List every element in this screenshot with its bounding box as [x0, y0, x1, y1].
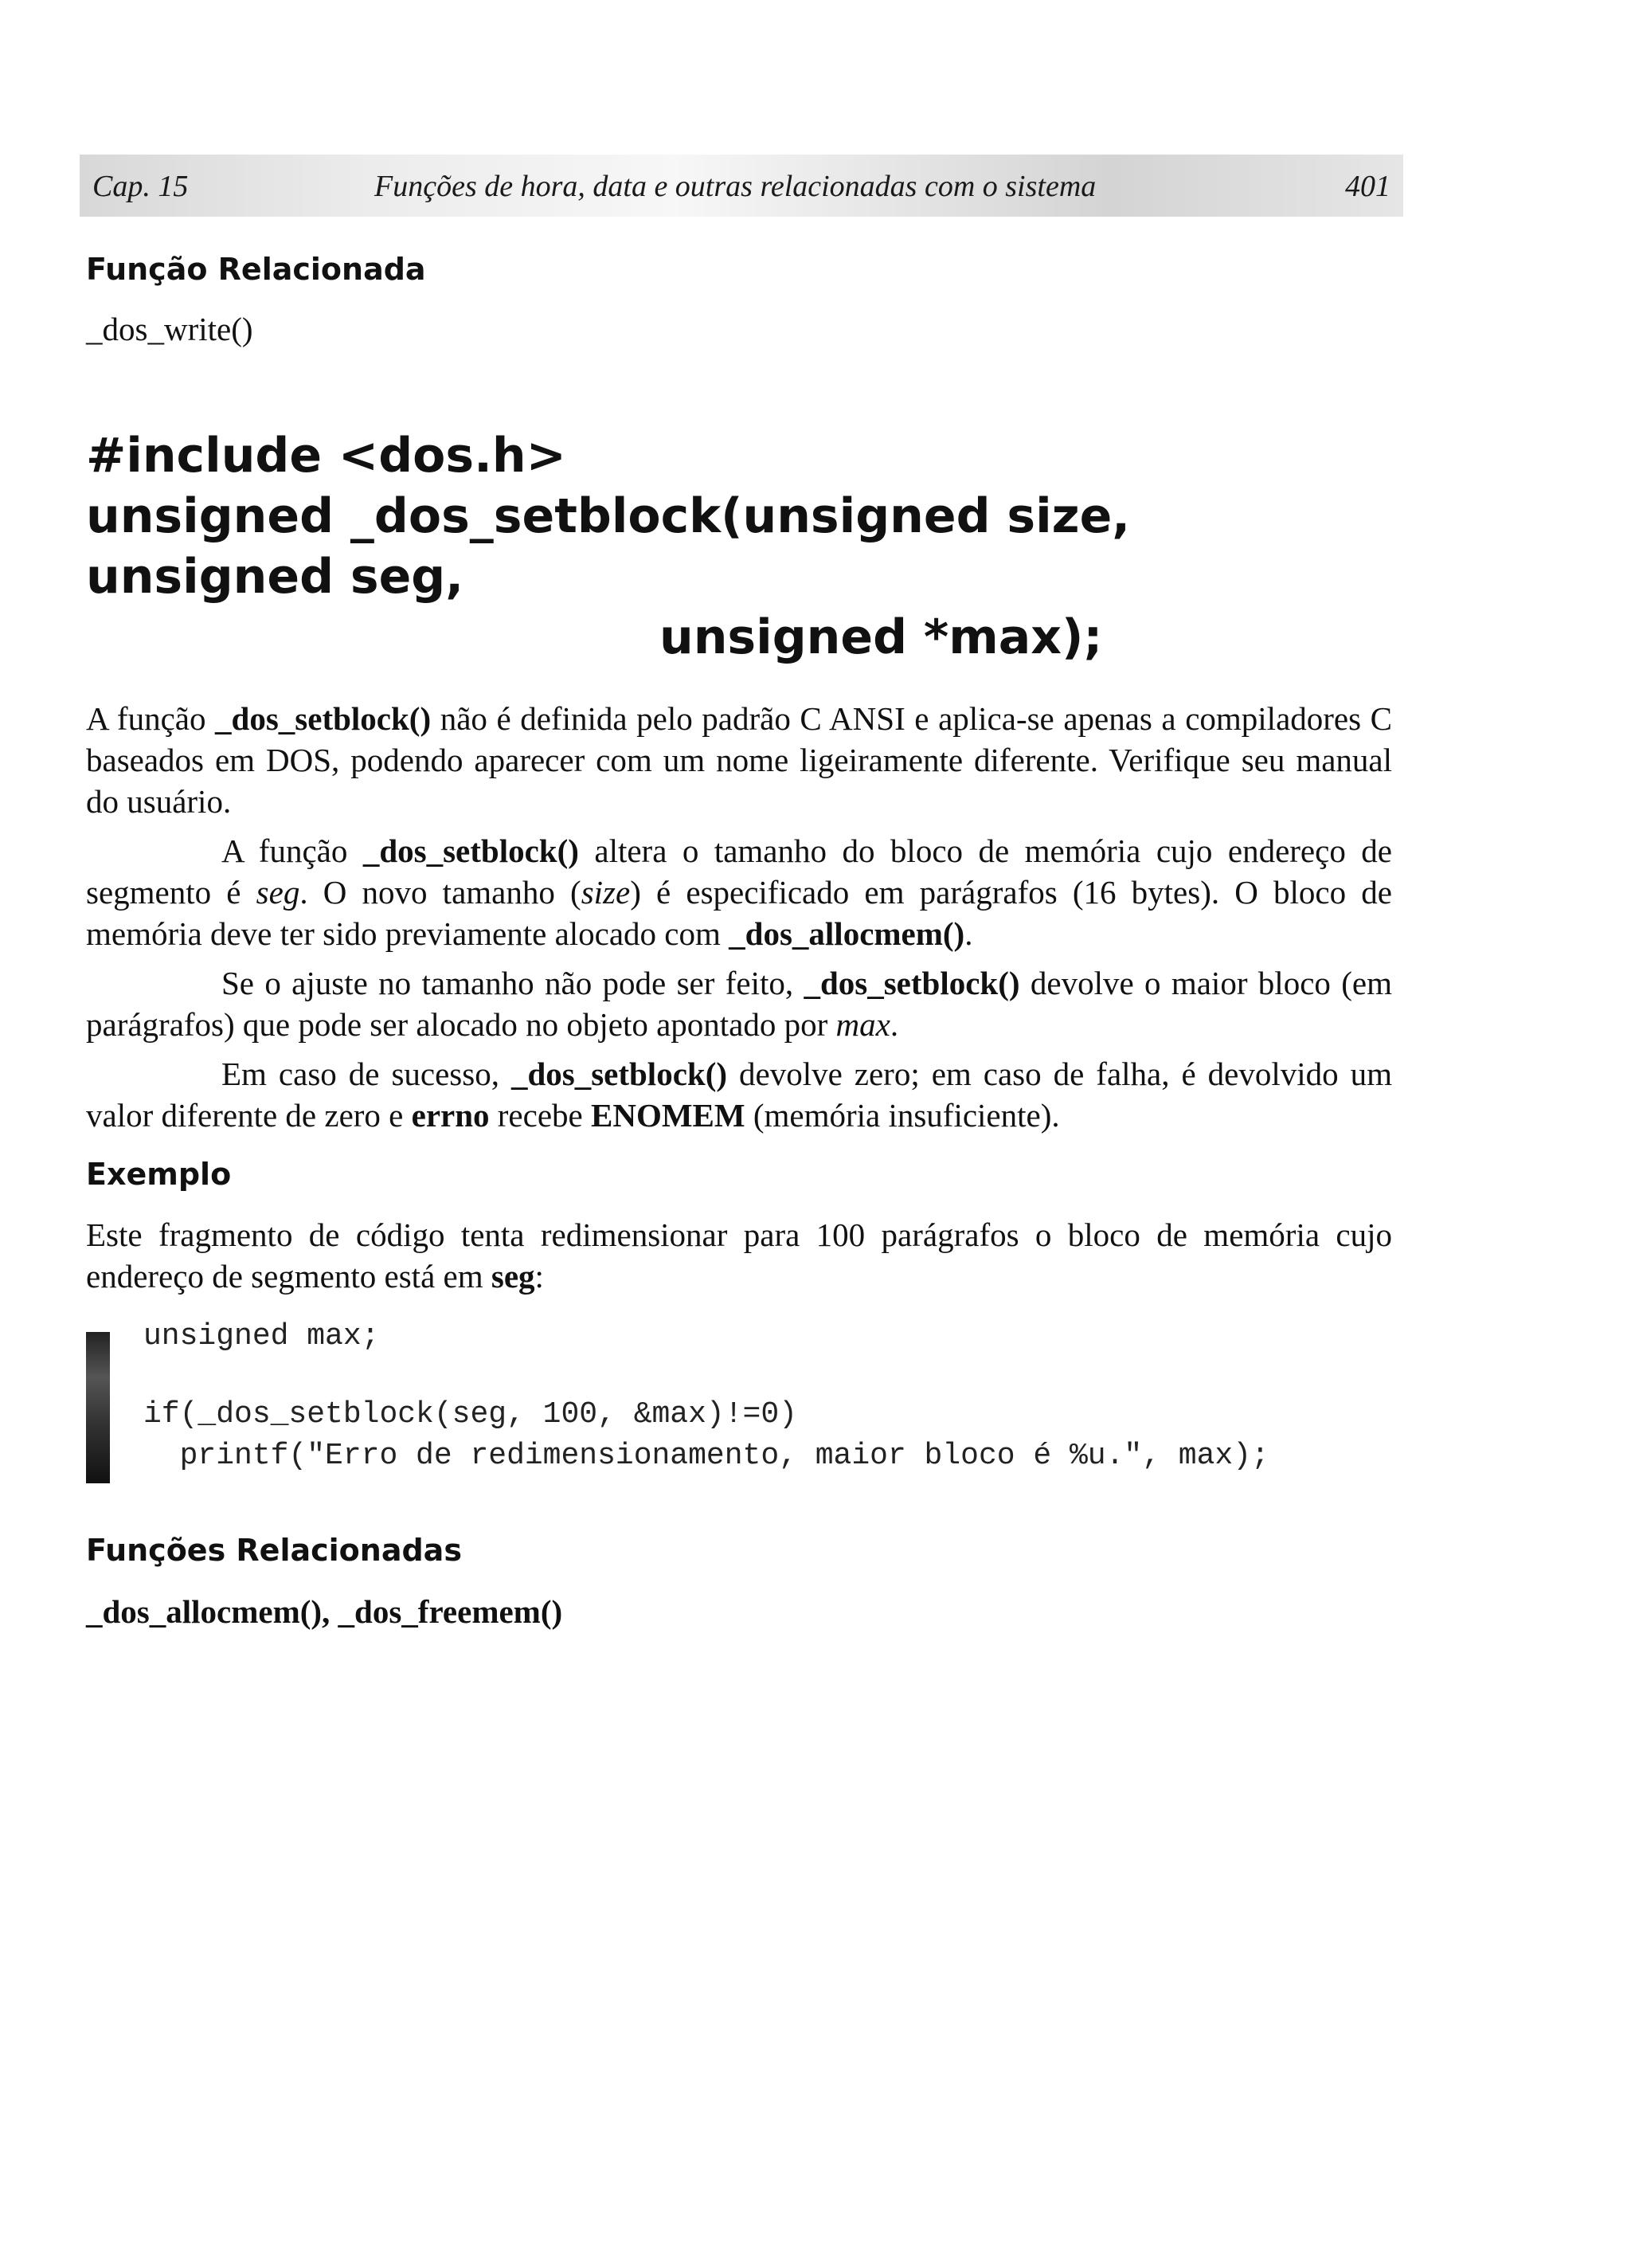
function-prototype	[86, 425, 1392, 668]
paragraph-3: Se o ajuste no tamanho não pode ser feito, _dos_setblock() devolve o maior bloco (em parágrafos) que pode ser alocado no objeto apontado por max.	[86, 965, 1392, 1043]
paragraph-4: Em caso de sucesso, _dos_setblock() devolve zero; em caso de falha, é devolvido um valor diferente de zero e errno recebe ENOMEM (memória insuficiente).	[86, 1056, 1392, 1134]
example-heading: Exemplo	[86, 1157, 232, 1192]
paragraph-2: A função _dos_setblock() altera o tamanho do bloco de memória cujo endereço de segmento é seg. O novo tamanho (size) é especificado em parágrafos (16 bytes). O bloco de memória deve ter sido previamente alocado com _dos_allocmem().	[86, 832, 1392, 952]
header-chapter: Cap. 15	[92, 170, 189, 203]
example-intro: Este fragmento de código tenta redimensionar para 100 parágrafos o bloco de memória cujo endereço de segmento está em seg:	[86, 1216, 1392, 1295]
related-function-list: _dos_write()	[86, 311, 253, 347]
code-line: unsigned max;	[143, 1319, 380, 1353]
code-example	[86, 1319, 1392, 1487]
prototype-include: #include <dos.h>	[86, 428, 566, 484]
running-header	[80, 155, 1403, 217]
header-title: Funções de hora, data e outras relacionadas com o sistema	[374, 170, 1097, 203]
prototype-signature-cont: unsigned *max);	[659, 609, 1103, 665]
code-line: if(_dos_setblock(seg, 100, &max)!=0)	[143, 1397, 797, 1432]
prototype-signature: unsigned _dos_setblock(unsigned size, unsigned seg,	[86, 488, 1131, 605]
code-margin-bar	[86, 1332, 110, 1483]
related-functions-list: _dos_allocmem(), _dos_freemem()	[86, 1593, 563, 1630]
page-number: 401	[1345, 170, 1390, 203]
page-content	[86, 247, 1392, 1635]
related-function-heading: Função Relacionada	[86, 252, 426, 287]
paragraph-1: A função _dos_setblock() não é definida pelo padrão C ANSI e aplica-se apenas a compiladores C baseados em DOS, podendo aparecer com um nome ligeiramente diferente. Verifique seu manual do usuário.	[86, 700, 1392, 820]
related-functions-heading: Funções Relacionadas	[86, 1533, 462, 1568]
code-line: printf("Erro de redimensionamento, maior bloco é %u.", max);	[143, 1439, 1269, 1473]
